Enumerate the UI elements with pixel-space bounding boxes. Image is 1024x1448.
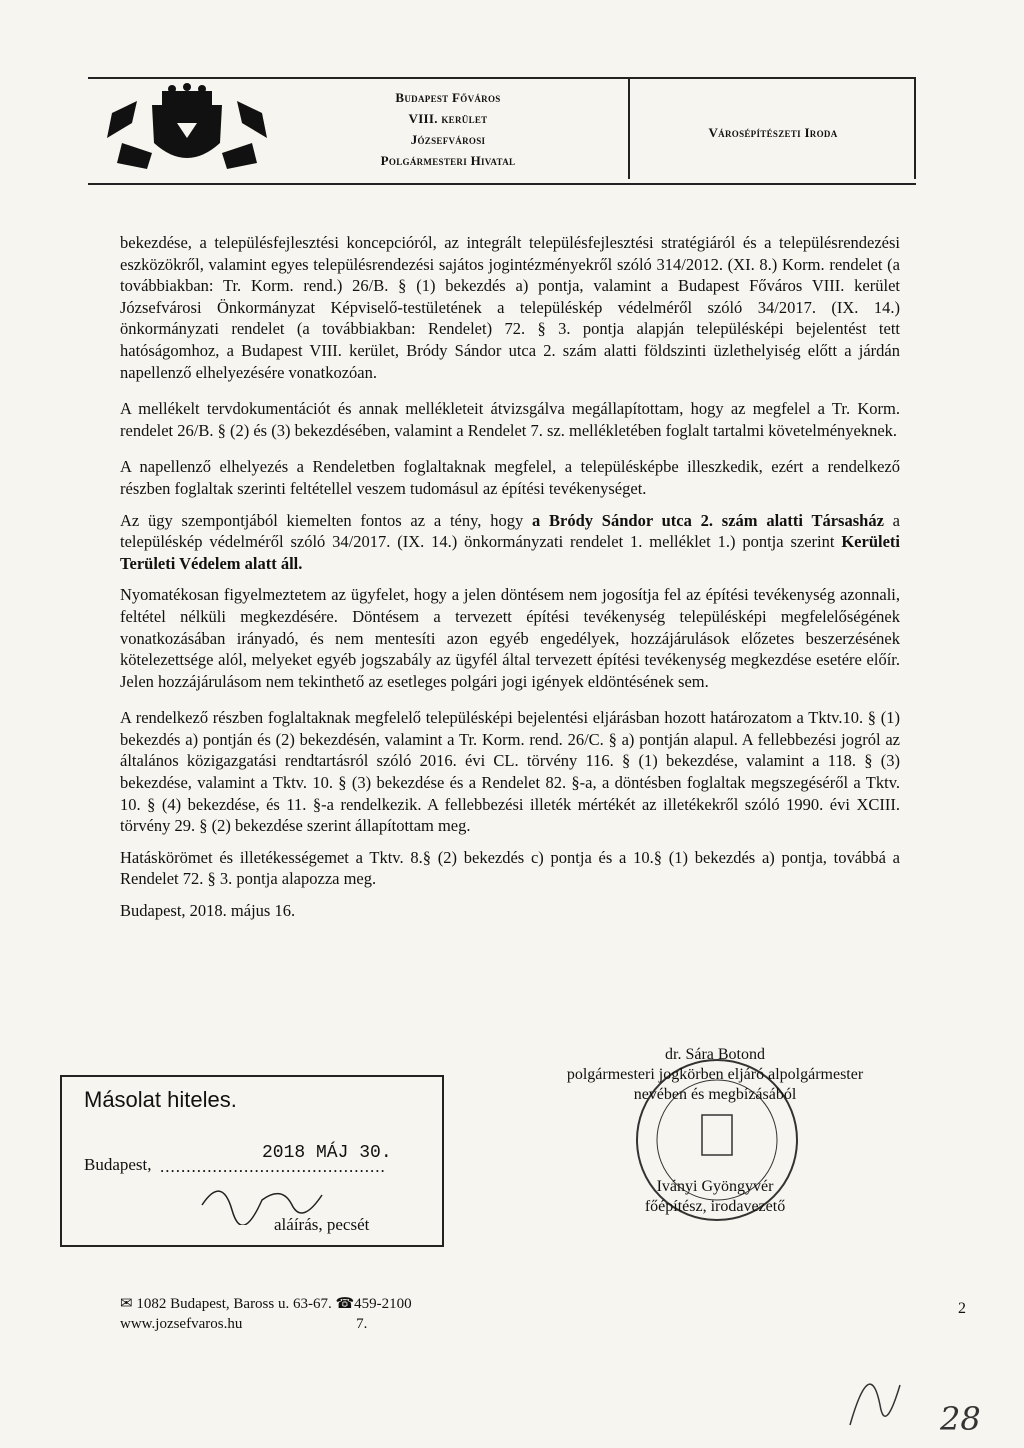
- signature-label: aláírás, pecsét: [274, 1215, 370, 1234]
- website: www.jozsefvaros.hu: [120, 1316, 243, 1332]
- paragraph: A mellékelt tervdokumentációt és annak mellékleteit átvizsgálva megállapítottam, hogy az megfelel a Tr. Korm. rendelet 26/B. § (2) és (3) bekezdésében, valamint a Rendelet 7. sz. mellékletében foglalt tartalmi követelményeknek.: [120, 399, 900, 440]
- department-name: Városépítészeti Iroda: [708, 125, 838, 140]
- text-run-bold: a Bródy Sándor utca 2. szám alatti Társasház: [531, 510, 884, 530]
- text-run-bold: Kerületi Területi Védelem alatt áll.: [120, 532, 900, 573]
- paragraph: A rendelkező részben foglaltaknak megfelelő településképi bejelentési eljárásban hozott határozatom a Tktv.10. § (1) bekezdés a) pontján és (2) bekezdésén, valamint a Tr. Korm. rend. 26/C. § a) pontján alapul. A fellebbezési jogról az általános közigazgatási rendtartásról szóló 2016. évi CL. törvény 116. § (1) bekezdése, valamint a 118. § (3) bekezdése, valamint a Tktv. 10. § (3) bekezdése és a Rendelet 82. §-a, a döntésben foglaltak megszegéséről a Tktv. 10. § (4) bekezdése, és 11. §-a rendelkezik. A fellebbezési illeték mértékét az illetékekről szóló 1990. évi XCIII. törvény 29. § (2) bekezdése szerint állapítottam meg.: [120, 708, 900, 836]
- footer-address-line: [120, 1294, 412, 1314]
- paragraph: A napellenző elhelyezés a Rendeletben foglaltaknak megfelel, a településképbe illeszkedik, ezért a rendelkező részben foglaltak szerinti feltétellel veszem tudomásul az építési tevékenységet.: [120, 457, 900, 498]
- phone-icon: ☎: [335, 1296, 355, 1312]
- signer-mandate: nevében és megbízásából: [633, 1086, 797, 1103]
- envelope-icon: ✉: [120, 1296, 133, 1312]
- paragraph: Hatáskörömet és illetékességemet a Tktv. 8.§ (2) bekezdés c) pontja és a 10.§ (1) bekezdés a) pontja, továbbá a Rendelet 72. § 3. pontja alapozza meg.: [120, 847, 900, 889]
- handwritten-initials-icon: [830, 1345, 1010, 1445]
- dotted-line: ...........................................: [160, 1157, 386, 1176]
- copy-city: Budapest,: [84, 1155, 152, 1174]
- header-divider: [914, 79, 916, 179]
- org-line: VIII. kerület: [408, 111, 488, 126]
- letter-body: [120, 232, 900, 937]
- signature-block: [520, 1045, 910, 1217]
- city-crest-icon: [92, 83, 282, 175]
- date-line: Budapest, 2018. május 16.: [120, 901, 296, 921]
- org-line: Budapest Főváros: [395, 90, 501, 105]
- text-run: a településkép védelméről szóló 34/2017. (IX. 14.) önkormányzati rendelet 1. melléklet 1.) pontja szerint: [120, 510, 900, 552]
- paragraph: bekezdése, a településfejlesztési koncepcióról, az integrált településfejlesztési stratégiáról és a településrendezési eszközökről, valamint egyes településrendezési sajátos jogintézményekről szóló 314/2012. (XI. 8.) Korm. rendelet (a továbbiakban: Tr. Korm. rend.) 26/B. § (1) bekezdés a) pontja, valamint a Budapest Főváros VIII. kerület Józsefvárosi Önkormányzat Képviselő-testületének a településkép védelméről szóló 34/2017. (IX. 14.) önkormányzati rendelet (a továbbiakban: Rendelet) 72. § 3. pontja alapján településképi bejelentést tett hatóságomhoz, a Budapest VIII. kerület, Bródy Sándor utca 2. szám alatti földszinti üzlethelyiség előtt a járdán napellenző elhelyezésére vonatkozóan.: [120, 233, 900, 382]
- copy-date: 2018 MÁJ 30.: [262, 1143, 392, 1163]
- org-line: Józsefvárosi: [410, 132, 486, 147]
- copy-title: Másolat hiteles.: [84, 1087, 237, 1112]
- signature-space: [520, 1105, 910, 1177]
- page-number: 2: [958, 1300, 966, 1317]
- signer-name: dr. Sára Botond: [665, 1046, 765, 1063]
- protection-paragraph: [120, 510, 900, 575]
- address: 1082 Budapest, Baross u. 63-67.: [136, 1296, 332, 1312]
- box-top-rule: [60, 1075, 444, 1077]
- certified-copy-stamp: [60, 1075, 444, 1247]
- side-number: 7.: [356, 1316, 368, 1332]
- footer-web-line: [120, 1314, 412, 1334]
- signer-role: polgármesteri jogkörben eljáró alpolgármester: [566, 1066, 864, 1083]
- phone: 459-2100: [354, 1296, 412, 1312]
- header-divider: [628, 79, 630, 179]
- signer-name-2: Iványi Gyöngyvér: [656, 1178, 774, 1195]
- footer: [120, 1294, 412, 1334]
- paragraph: Nyomatékosan figyelmeztetem az ügyfelet, hogy a jelen döntésem nem jogosítja fel az építési tevékenység azonnali, feltétel nélküli megkezdésére. Döntésem a tervezett építési tevékenység településképi megfelelőségének vonatkozásában irányadó, és nem mentesíti azon egyéb engedélyek, hozzájárulások előzetes beszerzésének kötelezettsége alól, melyeket egyéb jogszabály az ügyfél által tervezett építési tevékenység megkezdése esetére előír. Jelen hozzájárulásom nem tekinthető az esetleges polgári jogi igények eldöntésének sem.: [120, 585, 900, 691]
- letterhead: [88, 77, 916, 185]
- text-run: Az ügy szempontjából kiemelten fontos az a tény, hogy: [120, 510, 532, 530]
- handwritten-number: 28: [940, 1400, 981, 1438]
- org-line: Polgármesteri Hivatal: [380, 153, 516, 168]
- organization-name: [303, 87, 593, 171]
- signer-title-2: főépítész, irodavezető: [644, 1198, 786, 1215]
